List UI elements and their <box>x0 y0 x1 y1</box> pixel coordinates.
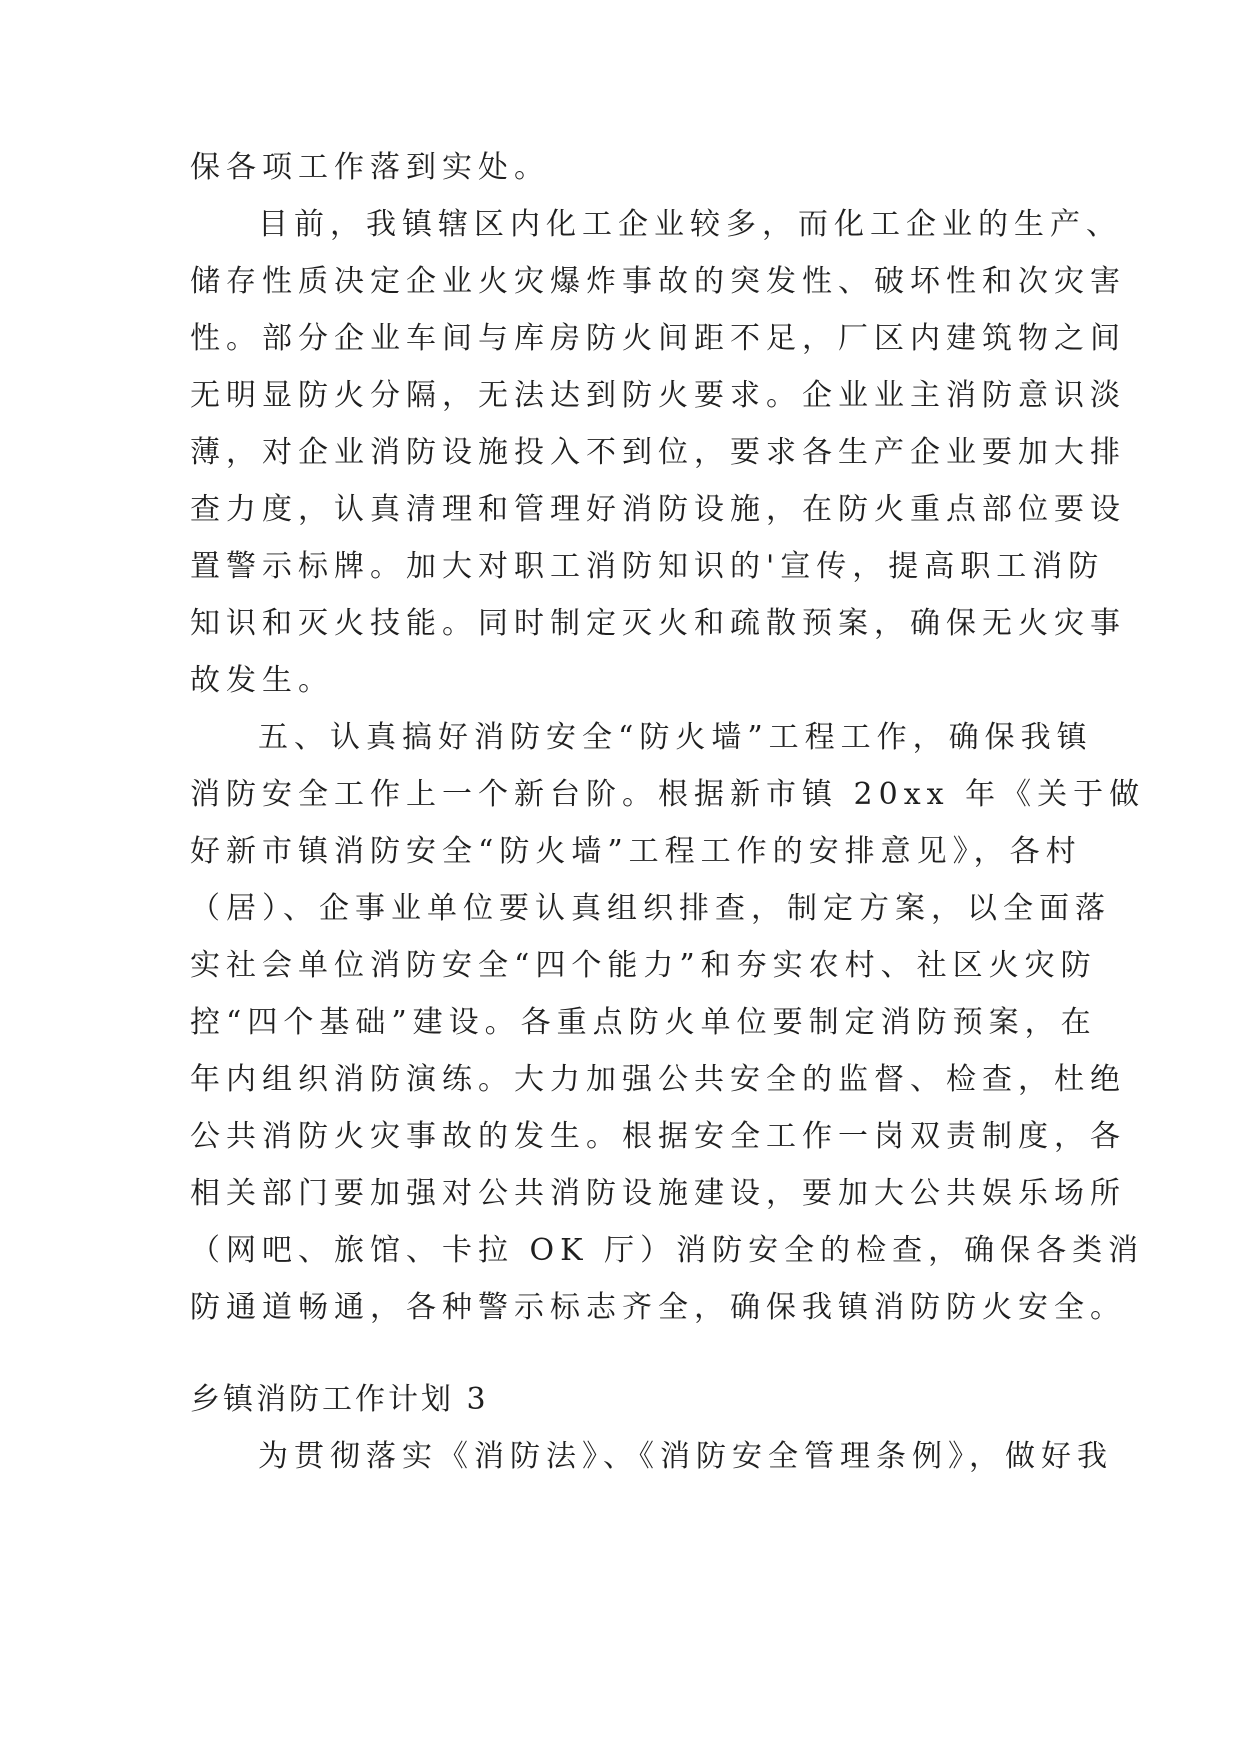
paragraph-line: 保各项工作落到实处。 <box>190 150 550 185</box>
paragraph-line: 知识和灭火技能。同时制定灭火和疏散预案，确保无火灾事 <box>190 606 1126 641</box>
paragraph-line: 控“四个基础”建设。各重点防火单位要制定消防预案，在 <box>190 1005 1097 1040</box>
paragraph-line: 五、认真搞好消防安全“防火墙”工程工作，确保我镇 <box>258 720 1093 755</box>
paragraph-line: 目前，我镇辖区内化工企业较多，而化工企业的生产、 <box>258 207 1122 242</box>
paragraph-line: 储存性质决定企业火灾爆炸事故的突发性、破坏性和次灾害 <box>190 264 1126 299</box>
paragraph-line: （网吧、旅馆、卡拉 OK 厅）消防安全的检查，确保各类消 <box>190 1233 1145 1268</box>
paragraph-line: 性。部分企业车间与库房防火间距不足，厂区内建筑物之间 <box>190 321 1126 356</box>
paragraph-line: 查力度，认真清理和管理好消防设施，在防火重点部位要设 <box>190 492 1126 527</box>
paragraph-line: 置警示标牌。加大对职工消防知识的'宣传，提高职工消防 <box>190 549 1105 584</box>
paragraph-line: 防通道畅通，各种警示标志齐全，确保我镇消防防火安全。 <box>190 1290 1126 1325</box>
section-title: 乡镇消防工作计划 3 <box>190 1382 489 1417</box>
paragraph-line: 无明显防火分隔，无法达到防火要求。企业业主消防意识淡 <box>190 378 1126 413</box>
paragraph-line: 实社会单位消防安全“四个能力”和夯实农村、社区火灾防 <box>190 948 1097 983</box>
paragraph-line: 薄，对企业消防设施投入不到位，要求各生产企业要加大排 <box>190 435 1126 470</box>
paragraph-line: 相关部门要加强对公共消防设施建设，要加大公共娱乐场所 <box>190 1176 1126 1211</box>
paragraph-line: 好新市镇消防安全“防火墙”工程工作的安排意见》，各村 <box>190 834 1082 869</box>
paragraph-line: 消防安全工作上一个新台阶。根据新市镇 20xx 年《关于做 <box>190 777 1146 812</box>
paragraph-line: 公共消防火灾事故的发生。根据安全工作一岗双责制度，各 <box>190 1119 1126 1154</box>
paragraph-line: 故发生。 <box>190 663 334 698</box>
paragraph-line: （居）、企事业单位要认真组织排查，制定方案，以全面落 <box>190 891 1111 926</box>
paragraph-line: 年内组织消防演练。大力加强公共安全的监督、检查，杜绝 <box>190 1062 1126 1097</box>
paragraph-line: 为贯彻落实《消防法》、《消防安全管理条例》，做好我 <box>258 1439 1113 1474</box>
